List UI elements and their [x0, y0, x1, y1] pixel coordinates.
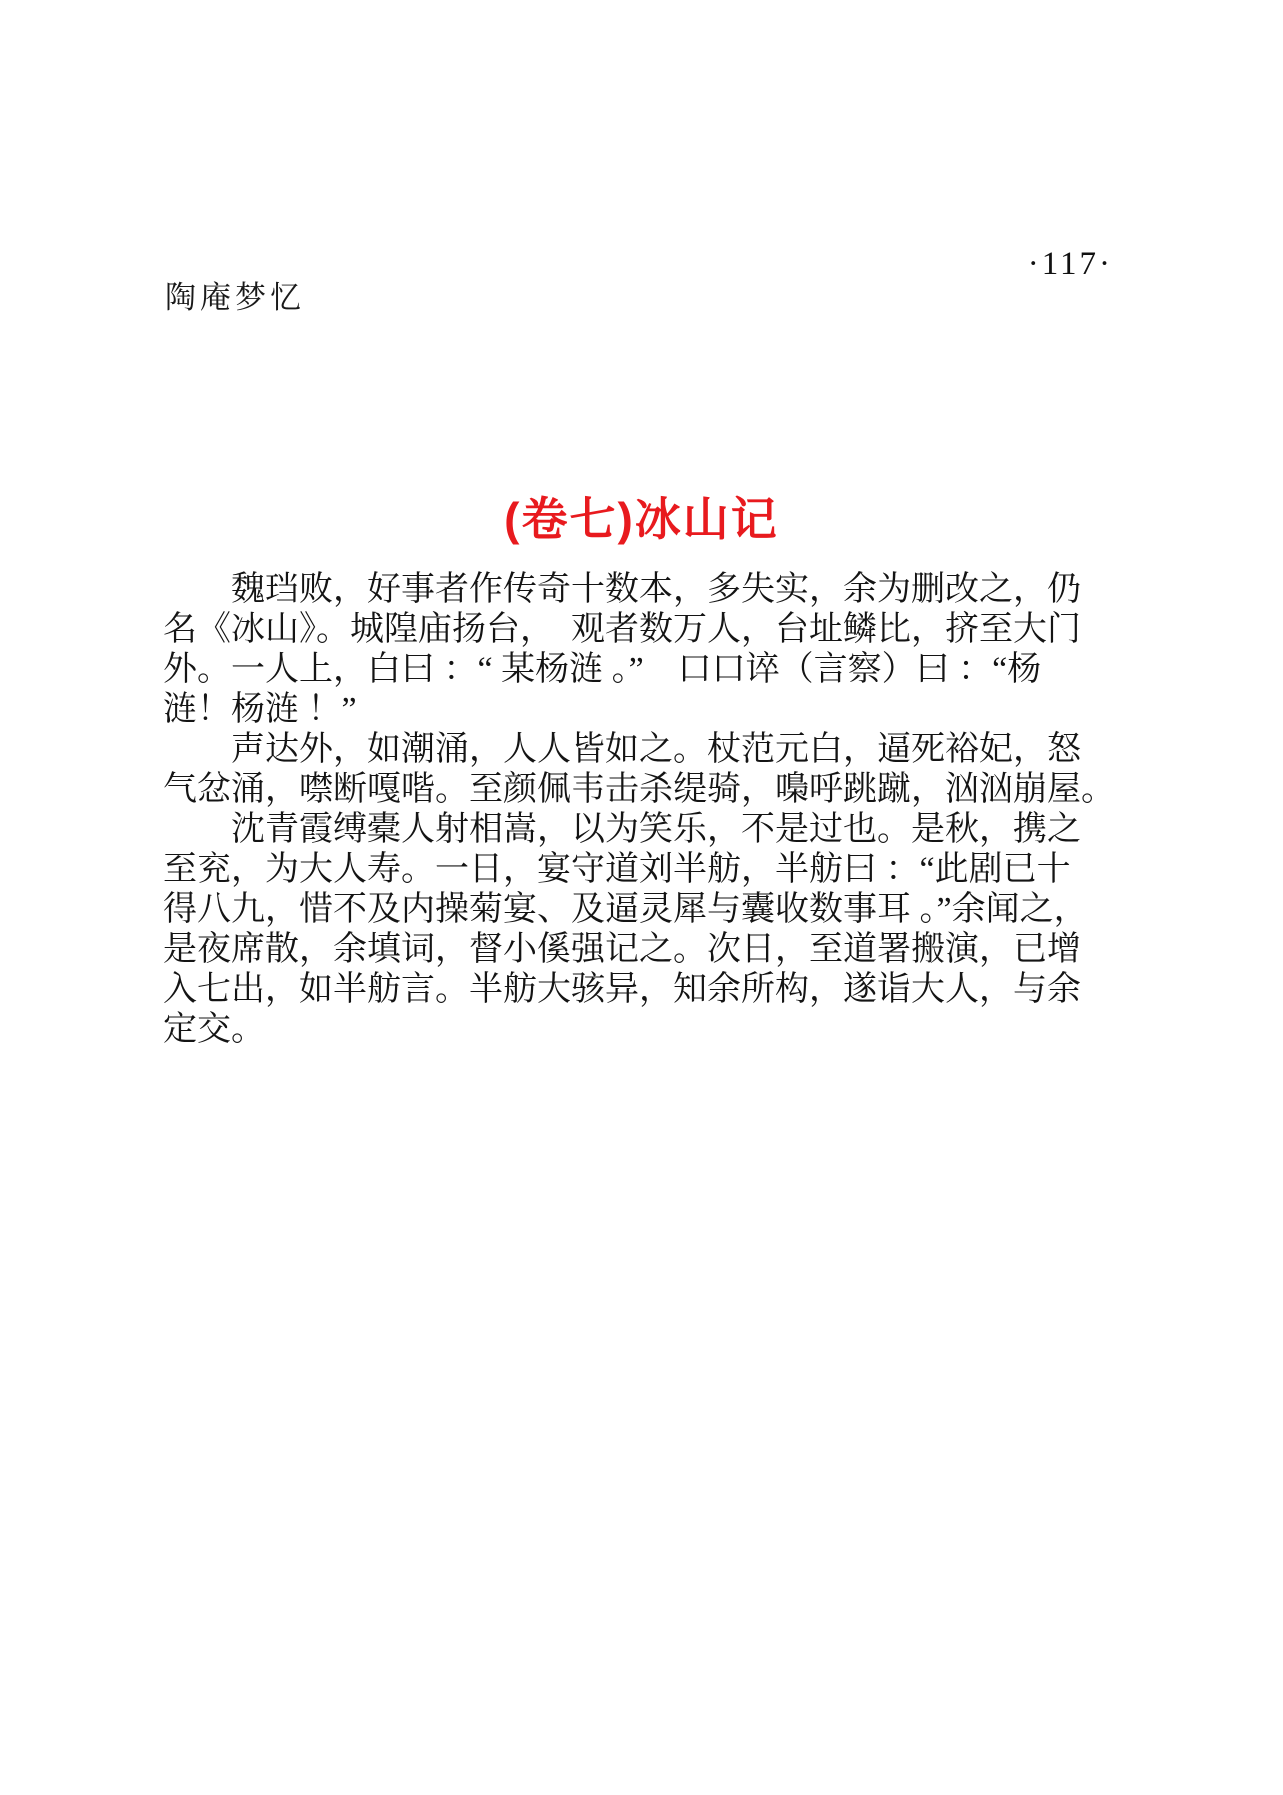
text-line: 是夜席散，余填词，督小傒强记之。次日，至道署搬演，已增: [163, 931, 1081, 968]
paragraph: [163, 570, 1128, 730]
text-line: 名《冰山》。城隍庙扬台， 观者数万人，台址鳞比，挤至大门: [163, 611, 1081, 648]
body-text: [163, 570, 1128, 1050]
text-line: 定交。: [163, 1011, 265, 1048]
text-line: 声达外，如潮涌，人人皆如之。杖范元白，逼死裕妃，怒: [231, 731, 1081, 768]
text-line: 气忿涌，噤断嘎喈。至颜佩韦击杀缇骑，嘄呼跳蹴，汹汹崩屋。: [163, 771, 1115, 808]
book-title: 陶庵梦忆: [165, 280, 305, 315]
page-number: ·117·: [1027, 246, 1113, 282]
text-line: 沈青霞缚橐人射相嵩，以为笑乐，不是过也。是秋，携之: [231, 811, 1081, 848]
text-line: 外。一人上，白曰 ：“ 某杨涟 。” 口口谇（言察）曰 ：“杨: [163, 651, 1042, 688]
paragraph: [163, 810, 1128, 1050]
paragraph: [163, 730, 1128, 810]
text-line: 魏珰败，好事者作传奇十数本，多失实，余为删改之，仍: [231, 571, 1081, 608]
text-line: 涟！杨涟 ！”: [163, 691, 357, 728]
text-line: 得八九，惜不及内操菊宴、及逼灵犀与囊收数事耳 。”余闻之，: [163, 891, 1088, 928]
text-line: 入七出，如半舫言。半舫大骇异，知余所构，遂诣大人，与余: [163, 971, 1081, 1008]
chapter-title: (卷七)冰山记: [504, 492, 779, 545]
text-line: 至兖，为大人寿。一日，宴守道刘半舫，半舫曰 ：“此剧已十: [163, 851, 1071, 888]
